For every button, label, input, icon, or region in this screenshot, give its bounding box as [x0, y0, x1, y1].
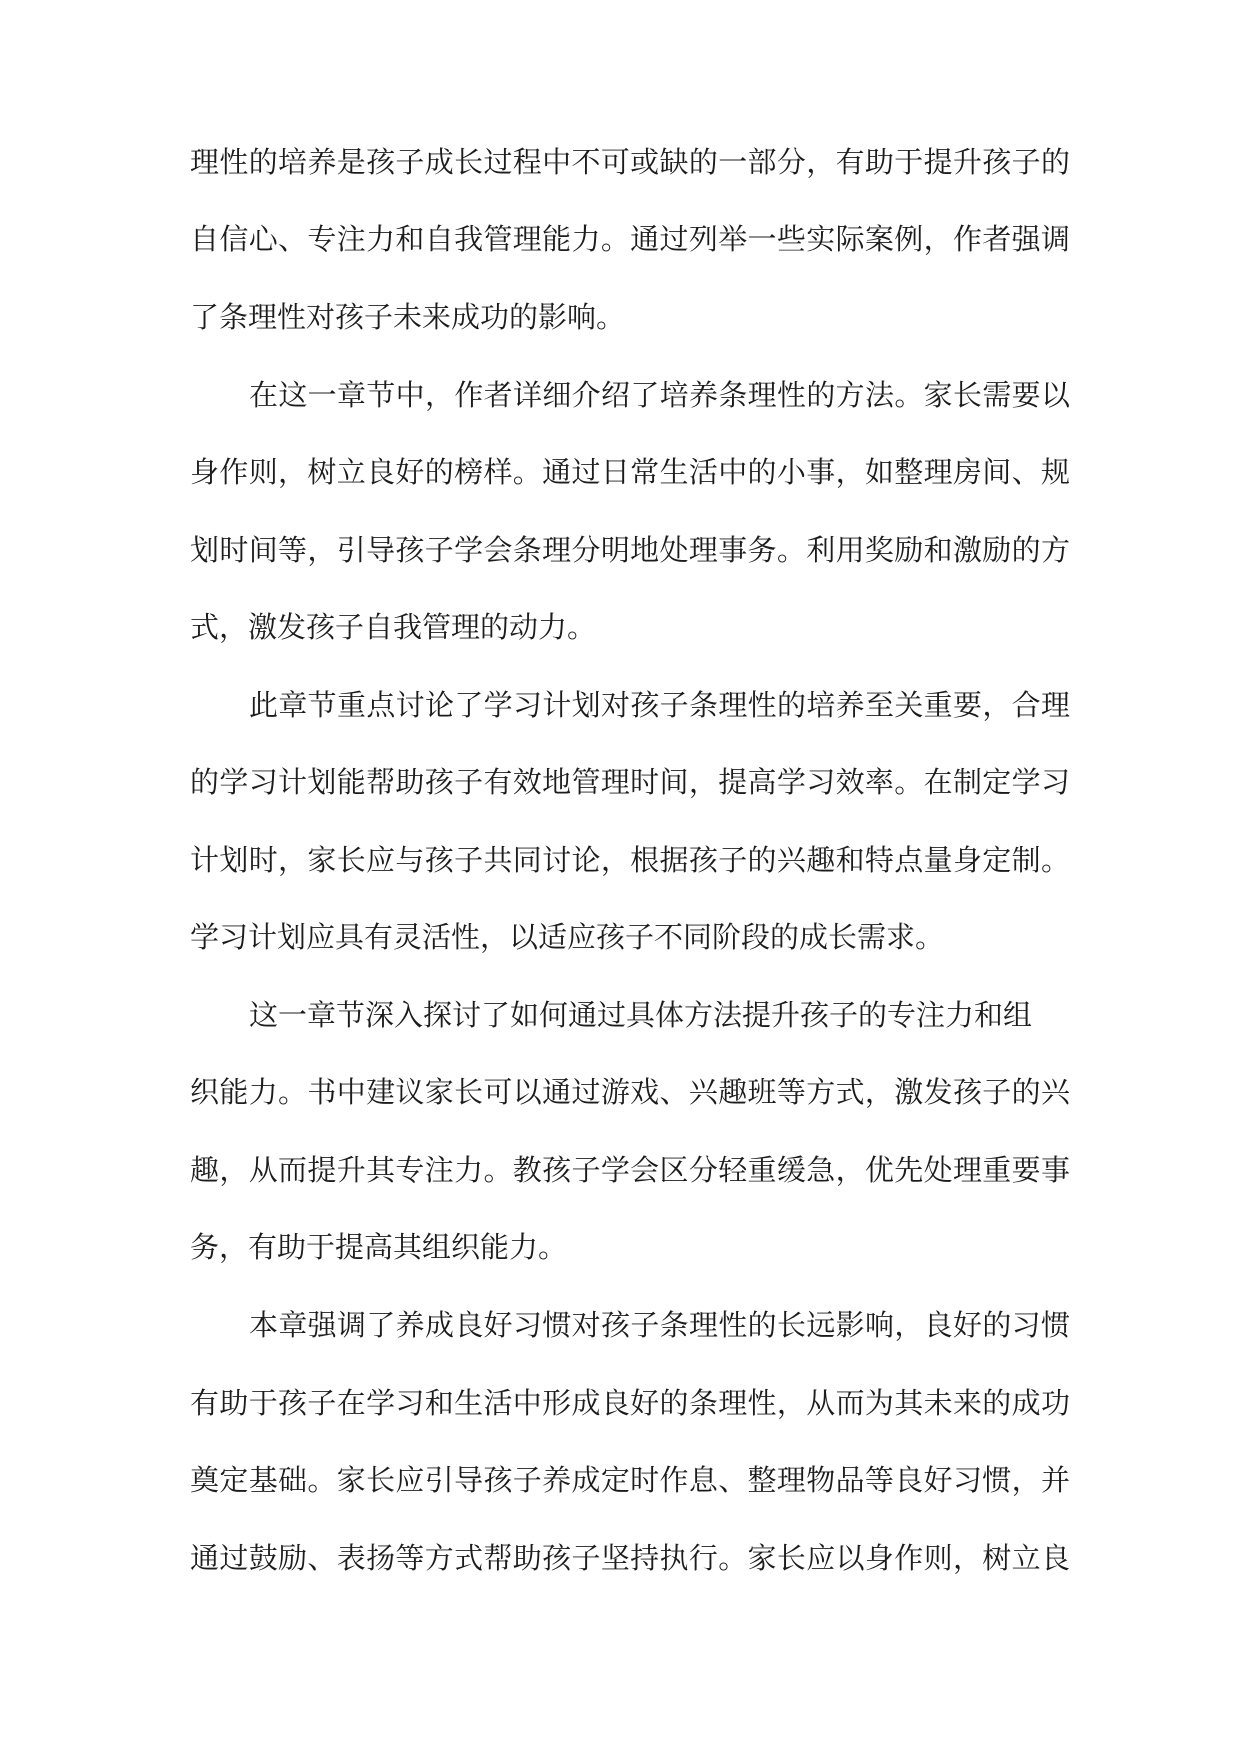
text-line: 学习计划应具有灵活性，以适应孩子不同阶段的成长需求。	[190, 920, 945, 954]
text-line: 织能力。书中建议家长可以通过游戏、兴趣班等方式，激发孩子的兴	[190, 1075, 1070, 1109]
text-line: 计划时，家长应与孩子共同讨论，根据孩子的兴趣和特点量身定制。	[190, 843, 1070, 877]
text-line: 身作则，树立良好的榜样。通过日常生活中的小事，如整理房间、规	[190, 455, 1070, 489]
text-line: 务，有助于提高其组织能力。	[190, 1230, 568, 1264]
text-line: 自信心、专注力和自我管理能力。通过列举一些实际案例，作者强调	[190, 222, 1070, 256]
text-line: 通过鼓励、表扬等方式帮助孩子坚持执行。家长应以身作则，树立良	[190, 1541, 1070, 1575]
text-line: 趣，从而提升其专注力。教孩子学会区分轻重缓急，优先处理重要事	[190, 1153, 1070, 1187]
paragraph-first-line: 此章节重点讨论了学习计划对孩子条理性的培养至关重要，合理	[249, 688, 1070, 722]
text-line: 式，激发孩子自我管理的动力。	[190, 610, 597, 644]
text-line: 划时间等，引导孩子学会条理分明地处理事务。利用奖励和激励的方	[190, 533, 1070, 567]
paragraph-first-line: 在这一章节中，作者详细介绍了培养条理性的方法。家长需要以	[249, 378, 1070, 412]
text-line: 理性的培养是孩子成长过程中不可或缺的一部分，有助于提升孩子的	[190, 145, 1070, 179]
text-line: 有助于孩子在学习和生活中形成良好的条理性，从而为其未来的成功	[190, 1386, 1070, 1420]
paragraph-first-line: 这一章节深入探讨了如何通过具体方法提升孩子的专注力和组	[249, 998, 1033, 1032]
text-line: 的学习计划能帮助孩子有效地管理时间，提高学习效率。在制定学习	[190, 765, 1070, 799]
paragraph-first-line: 本章强调了养成良好习惯对孩子条理性的长远影响，良好的习惯	[249, 1308, 1070, 1342]
text-line: 奠定基础。家长应引导孩子养成定时作息、整理物品等良好习惯，并	[190, 1463, 1070, 1497]
text-line: 了条理性对孩子未来成功的影响。	[190, 300, 626, 334]
